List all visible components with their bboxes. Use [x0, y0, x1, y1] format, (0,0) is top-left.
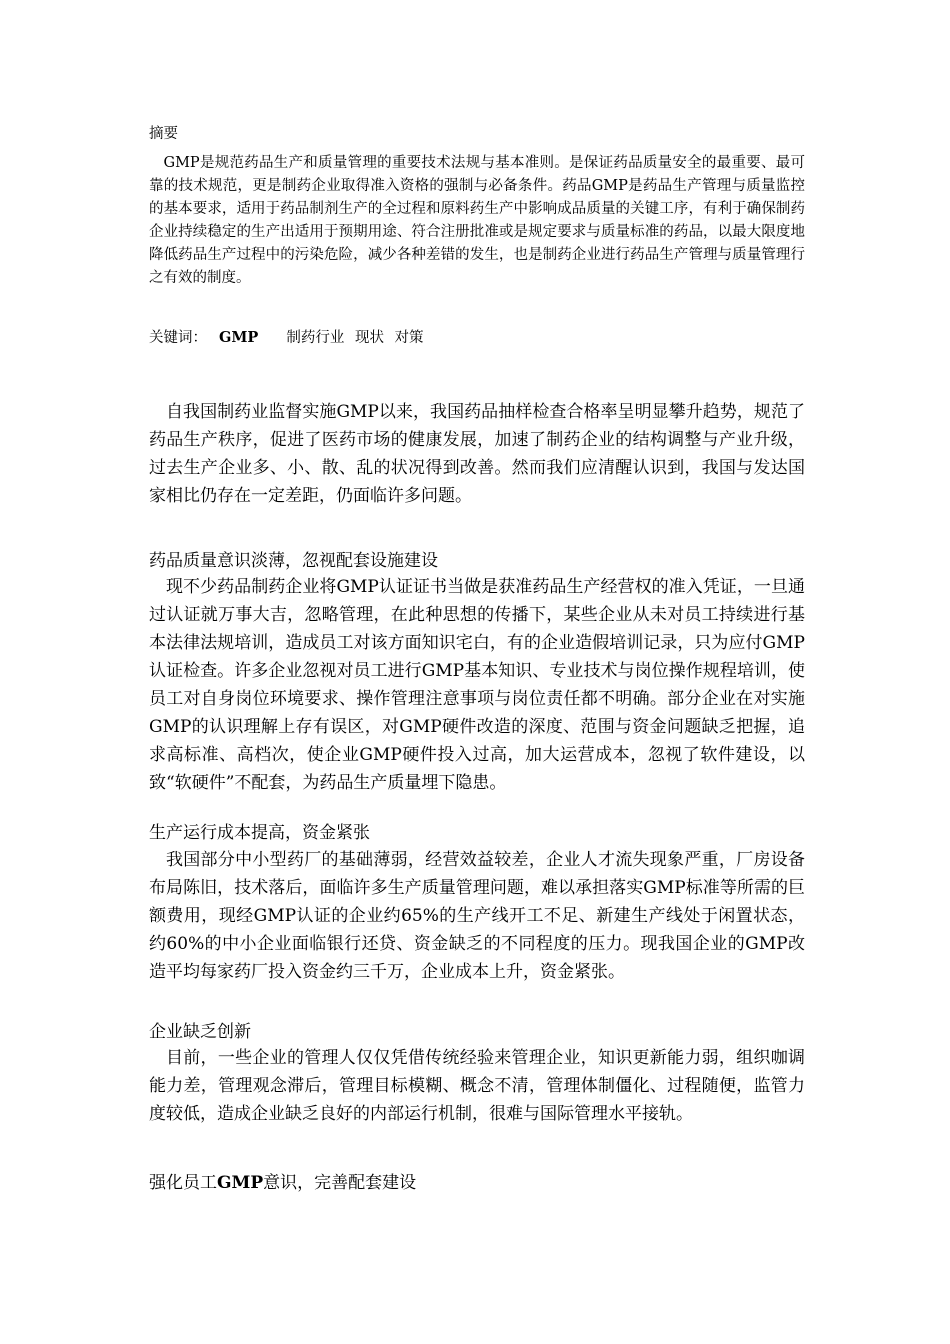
keywords-label: 关键词： — [149, 330, 207, 346]
section4-heading-suffix: 意识，完善配套建设 — [263, 1173, 417, 1193]
abstract-heading: 摘要 — [149, 126, 178, 142]
section1-heading: 药品质量意识淡薄，忽视配套设施建设 — [149, 551, 438, 571]
section4-heading-prefix: 强化员工 — [149, 1173, 217, 1193]
section4-heading — [149, 1169, 805, 1197]
section4-heading-gmp: GMP — [217, 1173, 264, 1193]
intro-paragraph: 自我国制药业监督实施GMP以来，我国药品抽样检查合格率呈明显攀升趋势，规范了药品生产秩序，促进了医药市场的健康发展，加速了制药企业的结构调整与产业升级，过去生产企业多、小、散、乱的状况得到改善。然而我们应清醒认识到，我国与发达国家相比仍存在一定差距，仍面临许多问题。 — [149, 402, 805, 506]
keywords-rest: 制药行业 现状 对策 — [286, 330, 424, 346]
keywords-line — [149, 326, 805, 350]
section3-body: 目前，一些企业的管理人仅仅凭借传统经验来管理企业，知识更新能力弱，组织咖调能力差，管理观念滞后，管理目标模糊、概念不清，管理体制僵化、过程随便，监管力度较低，造成企业缺乏良好的内部运行机制，很难与国际管理水平接轨。 — [149, 1048, 805, 1124]
section3-heading: 企业缺乏创新 — [149, 1022, 251, 1042]
keyword-gmp: GMP — [219, 329, 259, 346]
section2-body: 我国部分中小型药厂的基础薄弱，经营效益较差，企业人才流失现象严重，厂房设备布局陈旧，技术落后，面临许多生产质量管理问题，难以承担落实GMP标准等所需的巨额费用，现经GMP认证的企业约65%的生产线开工不足、新建生产线处于闲置状态，约60%的中小企业面临银行还贷、资金缺乏的不同程度的压力。现我国企业的GMP改造平均每家药厂投入资金约三千万，企业成本上升，资金紧张。 — [149, 850, 805, 982]
section2-heading: 生产运行成本提高，资金紧张 — [149, 823, 370, 843]
section1-body: 现不少药品制药企业将GMP认证证书当做是获准药品生产经营权的准入凭证，一旦通过认证就万事大吉，忽略管理，在此种思想的传播下，某些企业从未对员工持续进行基本法律法规培训，造成员工对该方面知识宅白，有的企业造假培训记录，只为应付GMP认证检查。许多企业忽视对员工进行GMP基本知识、专业技术与岗位操作规程培训，使员工对自身岗位环境要求、操作管理注意事项与岗位责任都不明确。部分企业在对实施GMP的认识理解上存有误区，对GMP硬件改造的深度、范围与资金问题缺乏把握，追求高标准、高档次，使企业GMP硬件投入过高，加大运营成本，忽视了软件建设，以致“软硬件”不配套，为药品生产质量埋下隐患。 — [149, 577, 805, 793]
abstract-body: GMP是规范药品生产和质量管理的重要技术法规与基本准则。是保证药品质量安全的最重要、最可靠的技术规范，更是制药企业取得准入资格的强制与必备条件。药品GMP是药品生产管理与质量监控的基本要求，适用于药品制剂生产的全过程和原料药生产中影响成品质量的关键工序，有利于确保制药企业持续稳定的生产出适用于预期用途、符合注册批准或是规定要求与质量标准的药品，以最大限度地降低药品生产过程中的污染危险，减少各种差错的发生，也是制药企业进行药品生产管理与质量管理行之有效的制度。 — [149, 155, 805, 286]
